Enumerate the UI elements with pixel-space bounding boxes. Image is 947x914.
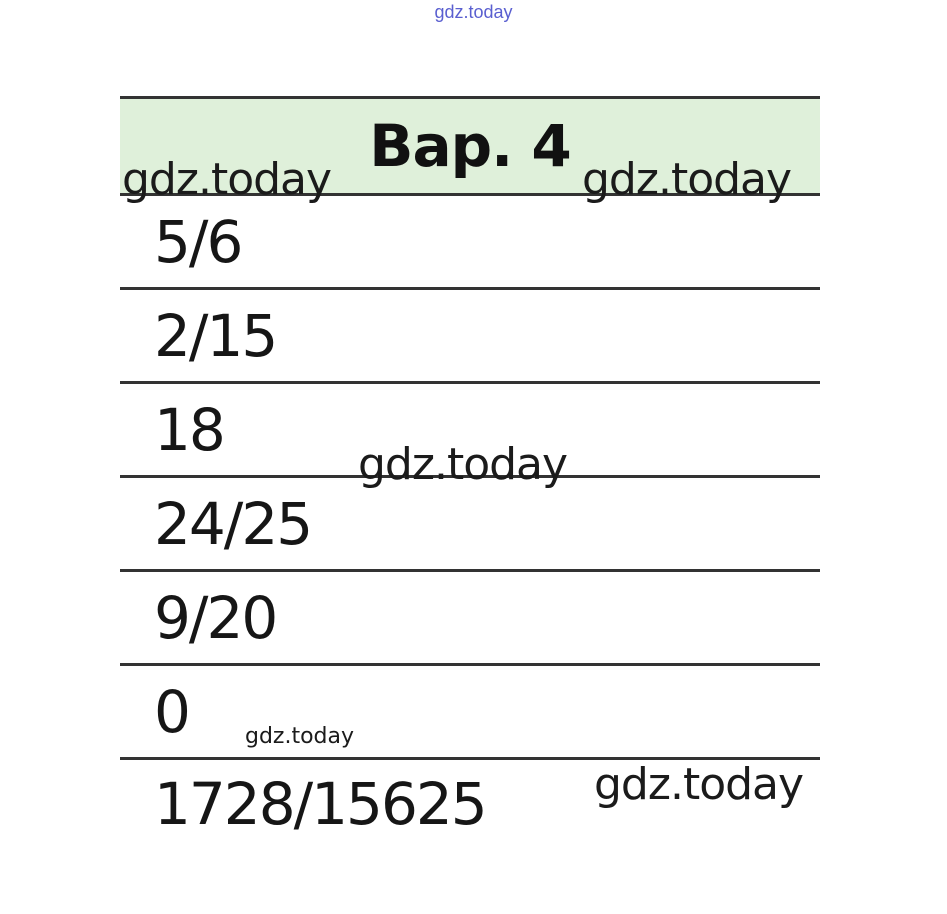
answer-cell: 0 [120,665,820,759]
answer-cell: 1728/15625 [154,770,486,838]
watermark-small: gdz.today [245,724,355,749]
answer-cell: 24/25 [120,477,820,571]
watermark-bottom-right: gdz.today [594,759,804,810]
answer-cell: 9/20 [120,571,820,665]
top-watermark: gdz.today [434,2,513,22]
table-row [120,477,820,571]
table-row [120,289,820,383]
watermark-header-left: gdz.today [122,154,332,205]
answer-cell: 2/15 [120,289,820,383]
answer-cell: 18 [120,383,820,477]
watermark-middle: gdz.today [358,439,568,490]
answer-cell: 5/6 [120,195,820,289]
watermark-header-right: gdz.today [582,154,792,205]
table-row [120,665,820,759]
variant-header: Вар. 4 [120,98,820,195]
table-row [120,571,820,665]
table-row [120,195,820,289]
